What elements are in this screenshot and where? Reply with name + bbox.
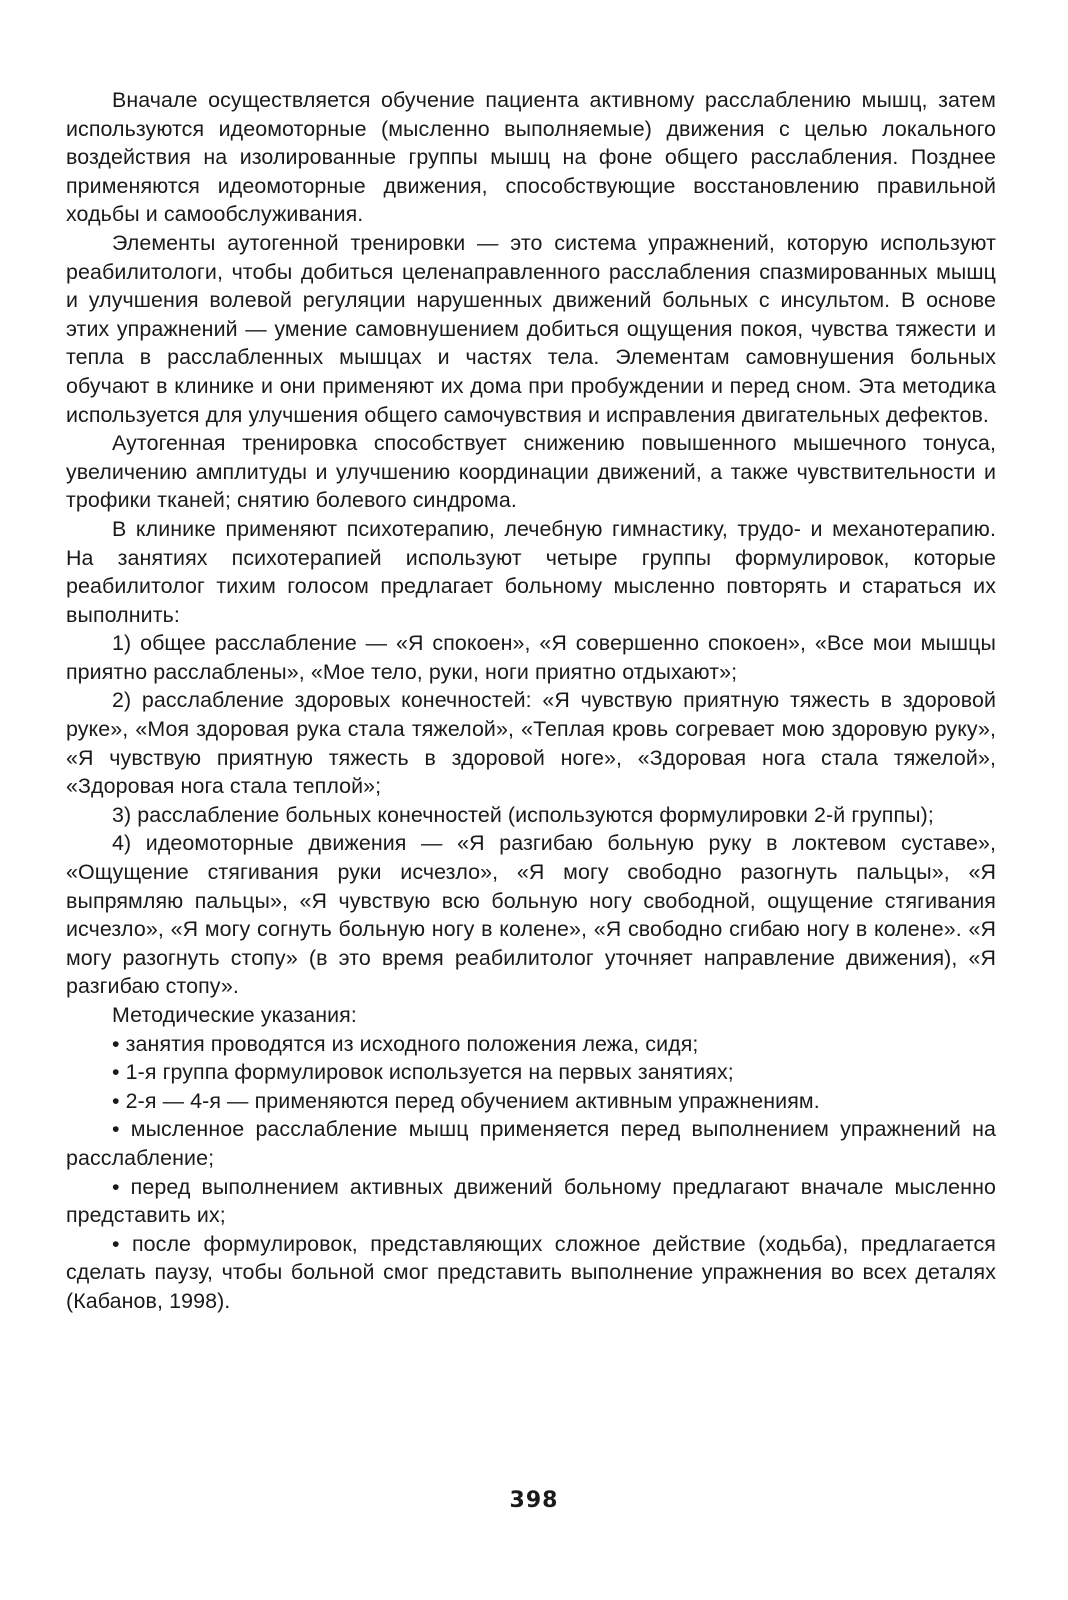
paragraph-autogenic-elements: Элементы аутогенной тренировки — это система упражнений, которую используют реабилитологи, чтобы добиться целенаправленного расслабления спазмированных мышц и улучшения волевой регуляции нарушенных движений больных с инсультом. В основе этих упражнений — умение самовнушением добиться ощущения покоя, чувства тяжести и тепла в расслабленных мышцах и частях тела. Элементам самовнушения больных обучают в клинике и они применяют их дома при пробуждении и перед сном. Эта методика используется для улучшения общего самочувствия и исправления двигательных дефектов. [66, 230, 996, 427]
list-item-group-1: 1) общее расслабление — «Я спокоен», «Я совершенно спокоен», «Все мои мышцы приятно расслаблены», «Мое тело, руки, ноги приятно отдыхают»; [66, 631, 996, 684]
bullet-item: • 1-я группа формулировок используется на первых занятиях; [112, 1060, 734, 1085]
list-item-group-3: 3) расслабление больных конечностей (используются формулировки 2-й группы); [112, 802, 934, 827]
body-text [66, 86, 996, 1316]
paragraph-intro: Вначале осуществляется обучение пациента активному расслаблению мышц, затем используются идеомоторные (мысленно выполняемые) движения с целью локального воздействия на изолированные группы мышц на фоне общего расслабления. Позднее применяются идеомоторные движения, способствующие восстановлению правильной ходьбы и самообслуживания. [66, 88, 996, 227]
guidelines-heading: Методические указания: [112, 1003, 357, 1027]
bullet-item: • после формулировок, представляющих сложное действие (ходьба), предлагается сделать паузу, чтобы больной смог представить выполнение упражнения во всех деталях (Кабанов, 1998). [66, 1231, 996, 1313]
bullet-item: • 2-я — 4-я — применяются перед обучением активным упражнениям. [112, 1088, 820, 1113]
bullet-item: • перед выполнением активных движений больному предлагают вначале мысленно представить их; [66, 1174, 996, 1228]
bullet-item: • мысленное расслабление мышц применяется перед выполнением упражнений на расслабление; [66, 1117, 996, 1170]
page-content [66, 86, 996, 1506]
paragraph-autogenic-effects: Аутогенная тренировка способствует снижению повышенного мышечного тонуса, увеличению амплитуды и улучшению координации движений, а также чувствительности и трофики тканей; снятию болевого синдрома. [66, 431, 996, 513]
bullet-item: • занятия проводятся из исходного положения лежа, сидя; [112, 1031, 699, 1056]
list-item-group-2: 2) расслабление здоровых конечностей: «Я чувствую приятную тяжесть в здоровой руке», «Моя здоровая рука стала тяжелой», «Теплая кровь согревает мою здоровую руку», «Я чувствую приятную тяжесть в здоровой ноге», «Здоровая нога стала тяжелой», «Здоровая нога стала теплой»; [66, 688, 996, 799]
list-item-group-4: 4) идеомоторные движения — «Я разгибаю больную руку в локтевом суставе», «Ощущение стягивания руки исчезло», «Я могу свободно разогнуть пальцы», «Я выпрямляю пальцы», «Я чувствую всю больную ногу свободной, ощущение стягивания исчезло», «Я могу согнуть больную ногу в колене», «Я свободно сгибаю ногу в колене». «Я могу разогнуть стопу» (в это время реабилитолог уточняет направление движения), «Я разгибаю стопу». [66, 831, 996, 999]
page-number: 398 [509, 1488, 559, 1513]
paragraph-clinic: В клинике применяют психотерапию, лечебную гимнастику, трудо- и механотерапию. На занятиях психотерапией используют четыре группы формулировок, которые реабилитолог тихим голосом предлагает больному мысленно повторять и стараться их выполнить: [66, 516, 996, 627]
